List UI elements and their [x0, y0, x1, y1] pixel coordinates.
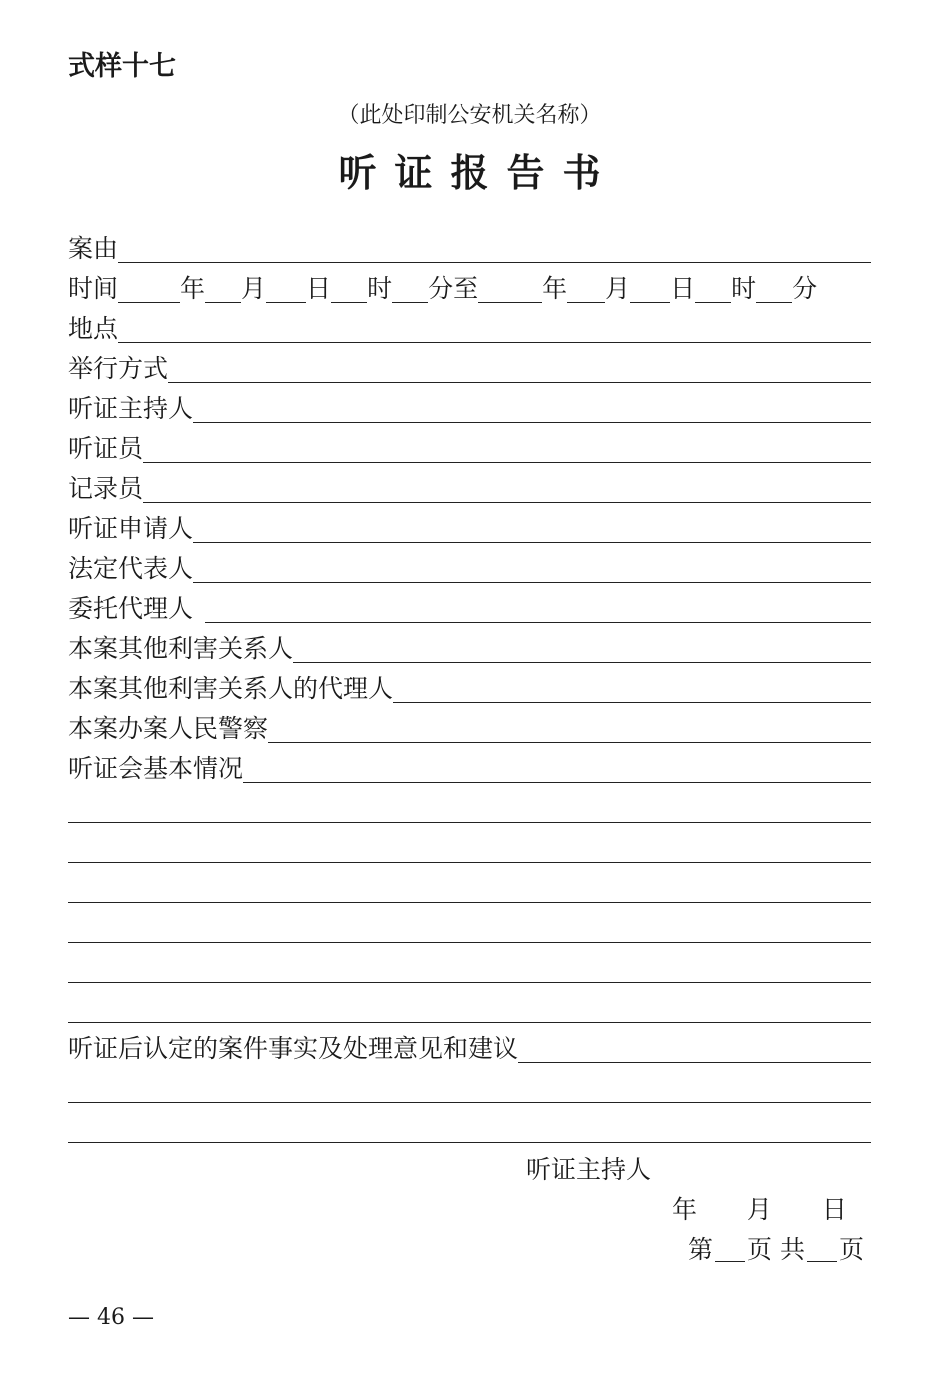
agent-blank[interactable]	[205, 592, 871, 623]
start-year-label: 年	[180, 274, 206, 303]
start-day-blank[interactable]	[266, 272, 306, 303]
field-row-basic-situation	[68, 746, 871, 786]
field-row-host	[68, 386, 871, 426]
blank-line[interactable]	[68, 1142, 871, 1143]
time-row	[68, 266, 871, 306]
page-number: — 46 —	[68, 1305, 154, 1330]
page-count	[688, 1230, 864, 1266]
hearing-officer-blank[interactable]	[143, 432, 871, 463]
field-row-findings	[68, 1026, 871, 1066]
legal-rep-label: 法定代表人	[68, 554, 194, 583]
applicant-blank[interactable]	[193, 512, 871, 543]
legal-rep-blank[interactable]	[193, 552, 871, 583]
end-month-blank[interactable]	[567, 272, 605, 303]
applicant-label: 听证申请人	[68, 514, 194, 543]
blank-line[interactable]	[68, 862, 871, 863]
interested-party-blank[interactable]	[293, 632, 871, 663]
basic-situation-label: 听证会基本情况	[68, 754, 244, 783]
time-label: 时间	[68, 274, 119, 303]
start-hour-blank[interactable]	[331, 272, 367, 303]
case-blank[interactable]	[118, 232, 871, 263]
end-year-label: 年	[542, 274, 568, 303]
place-label: 地点	[68, 314, 119, 343]
end-minute-blank[interactable]	[756, 272, 792, 303]
findings-blank[interactable]	[518, 1032, 871, 1063]
case-label: 案由	[68, 234, 119, 263]
field-row-interested-party-agent	[68, 666, 871, 706]
police-officer-label: 本案办案人民警察	[68, 714, 269, 743]
page-suffix: 页	[838, 1235, 864, 1264]
basic-situation-blank[interactable]	[243, 752, 871, 783]
start-month-blank[interactable]	[205, 272, 241, 303]
recorder-label: 记录员	[68, 474, 144, 503]
field-row-police-officer	[68, 706, 871, 746]
blank-line[interactable]	[68, 822, 871, 823]
blank-line[interactable]	[68, 1102, 871, 1103]
blank-line[interactable]	[68, 982, 871, 983]
start-day-label: 日	[306, 274, 332, 303]
field-row-applicant	[68, 506, 871, 546]
end-minute-label: 分	[792, 274, 818, 303]
field-row-legal-rep	[68, 546, 871, 586]
blank-line[interactable]	[68, 1022, 871, 1023]
organization-name-note: （此处印制公安机关名称）	[337, 103, 602, 128]
agent-label: 委托代理人	[68, 594, 194, 623]
blank-line[interactable]	[68, 942, 871, 943]
minute-to-label: 分至	[428, 274, 479, 303]
signature-date	[672, 1190, 847, 1226]
blank-line[interactable]	[68, 902, 871, 903]
field-row-hearing-officer	[68, 426, 871, 466]
start-minute-blank[interactable]	[392, 272, 428, 303]
page-prefix: 第	[688, 1235, 714, 1264]
end-hour-blank[interactable]	[695, 272, 731, 303]
date-year-label: 年	[672, 1195, 698, 1224]
signature-host-label: 听证主持人	[526, 1155, 652, 1184]
interested-party-agent-label: 本案其他利害关系人的代理人	[68, 674, 394, 703]
end-month-label: 月	[605, 274, 631, 303]
interested-party-agent-blank[interactable]	[393, 672, 871, 703]
end-day-label: 日	[670, 274, 696, 303]
start-month-label: 月	[241, 274, 267, 303]
end-day-blank[interactable]	[630, 272, 670, 303]
end-hour-label: 时	[731, 274, 757, 303]
method-blank[interactable]	[168, 352, 871, 383]
field-row-place	[68, 306, 871, 346]
police-officer-blank[interactable]	[268, 712, 871, 743]
recorder-blank[interactable]	[143, 472, 871, 503]
start-year-blank[interactable]	[118, 272, 180, 303]
field-row-case	[68, 226, 871, 266]
document-title: 听证报告书	[338, 150, 619, 195]
page-total-blank[interactable]	[807, 1235, 837, 1262]
place-blank[interactable]	[118, 312, 871, 343]
field-row-method	[68, 346, 871, 386]
page-number-blank[interactable]	[715, 1235, 745, 1262]
hearing-officer-label: 听证员	[68, 434, 144, 463]
findings-label: 听证后认定的案件事实及处理意见和建议	[68, 1034, 519, 1063]
start-hour-label: 时	[367, 274, 393, 303]
method-label: 举行方式	[68, 354, 169, 383]
page-mid: 页 共	[747, 1235, 805, 1264]
field-row-recorder	[68, 466, 871, 506]
date-month-label: 月	[746, 1195, 772, 1224]
host-label: 听证主持人	[68, 394, 194, 423]
end-year-blank[interactable]	[478, 272, 542, 303]
date-day-label: 日	[821, 1195, 847, 1224]
field-row-interested-party	[68, 626, 871, 666]
interested-party-label: 本案其他利害关系人	[68, 634, 294, 663]
sample-label: 式样十七	[68, 51, 176, 82]
field-row-agent	[68, 586, 871, 626]
host-blank[interactable]	[193, 392, 871, 423]
